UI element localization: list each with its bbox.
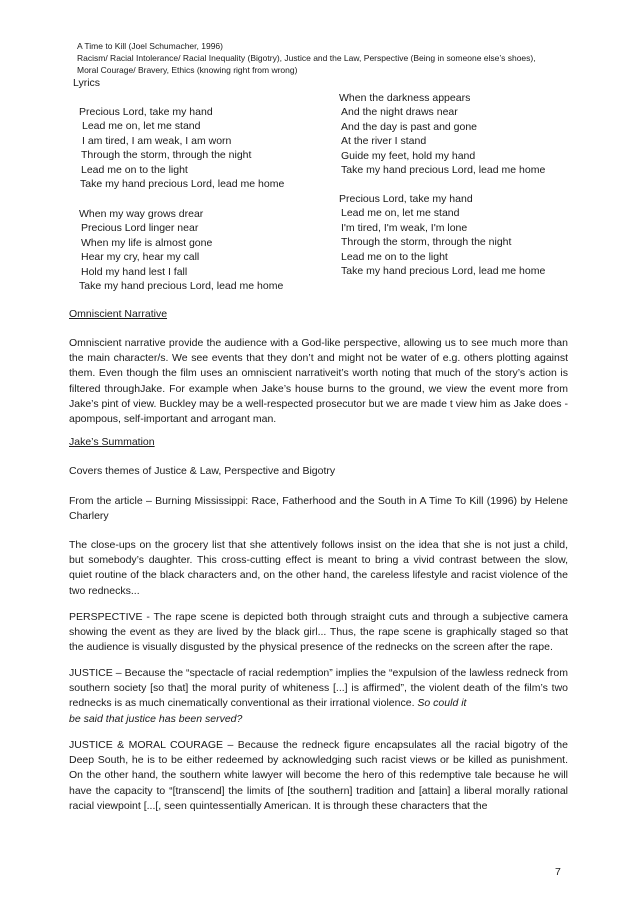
summation-heading: Jake’s Summation [69,436,155,448]
lyric-line: At the river I stand [341,135,427,148]
lyric-line: I'm tired, I'm weak, I'm lone [341,221,468,234]
lyric-line: Lead me on, let me stand [82,120,201,133]
page-number: 7 [555,866,561,878]
header-themes: Racism/ Racial Intolerance/ Racial Inequality (Bigotry), Justice and the Law, Perspective (Being in someone else’s shoes), [77,53,536,63]
lyric-line: And the night draws near [341,106,458,119]
lyric-line: Take my hand precious Lord, lead me home [80,178,285,191]
lyric-line: When my life is almost gone [81,236,213,249]
document-header [77,40,536,76]
header-themes-cont: Moral Courage/ Bravery, Ethics (knowing right from wrong) [77,65,298,75]
header-title: A Time to Kill (Joel Schumacher, 1996) [77,41,223,51]
lyric-line: Take my hand precious Lord, lead me home [79,280,284,293]
lyric-line: Lead me on to the light [81,163,188,176]
lyric-line: Through the storm, through the night [81,149,252,162]
justice-question-a: So could it [417,697,467,710]
summation-paragraph: Covers themes of Justice & Law, Perspective and Bigotry [69,465,336,477]
lyric-line: Take my hand precious Lord, lead me home [341,164,546,177]
lyric-line: Precious Lord linger near [81,222,199,235]
lyric-line: Lead me on to the light [341,250,448,263]
lyrics-right-stanza-2 [339,192,545,278]
article-heading: From the article – Burning Mississippi: Race, Fatherhood and the South in A Time To Kill (1996) by Helene Charlery [69,495,568,523]
lyric-line: Take my hand precious Lord, lead me home [341,265,546,278]
lyric-line: Precious Lord, take my hand [339,193,473,205]
lyrics-title: Lyrics [73,77,101,89]
justice-question-b: be said that justice has been served? [69,712,243,725]
lyric-line: Through the storm, through the night [341,236,512,249]
lyrics-left-stanza-1 [79,105,284,191]
article-paragraph-1: The close-ups on the grocery list that she attentively follows insist on the idea that she is not just a child, but somebody’s daughter. This cross-cutting effect is meant to bring a vivid contrast between the slow, quiet routine of the black characters and, on the other hand, the careless lifestyle and racist violence of the two rednecks... [69,539,568,597]
section-summation-heading [69,435,568,450]
lyric-line: When the darkness appears [339,92,471,104]
lyric-line: And the day is past and gone [341,120,478,133]
article-paragraph-justice [69,666,568,727]
article-paragraph-moral-courage: JUSTICE & MORAL COURAGE – Because the redneck figure encapsulates all the racial bigotry of the Deep South, he is to be either redeemed by acknowledging such racist views or be killed as punishment. On the other hand, the southern white lawyer will become the hero of this redemptive tale because he will have the capacity to “[transcend] the limits of [the southern] tradition and [attain] a liberal morally rational racial viewpoint [...[, seen quintessentially American. It is through these characters that the [69,739,568,812]
lyric-line: Guide my feet, hold my hand [341,149,476,162]
section-omniscient-heading [69,307,568,322]
lyrics-left-stanza-2 [79,207,283,293]
lyric-line: Precious Lord, take my hand [79,106,213,118]
lyric-line: Hear my cry, hear my call [81,251,200,264]
omniscient-paragraph: Omniscient narrative provide the audience with a God-like perspective, allowing us to see much more than the main character/s. We see events that they don’t and might not be water of e.g. others plotting against them. Even though the film uses an omniscient narrativeit’s worth noting that much of the story’s action is filtered throughJake. For example when Jake’s house burns to the ground, we view the event more from Jake’s pint of view. Buckley may be a well-respected prosecutor but we are made t view him as Jake does - apompous, self-important and arrogant man. [69,337,568,426]
lyric-line: I am tired, I am weak, I am worn [82,134,232,147]
lyrics-right-stanza-1 [339,91,545,177]
lyric-line: Lead me on, let me stand [341,207,460,220]
omniscient-heading: Omniscient Narrative [69,308,168,320]
lyric-line: When my way grows drear [79,208,204,220]
justice-text: JUSTICE – Because the “spectacle of racial redemption” implies the “expulsion of the lawless redneck from southern society [so that] the moral purity of whiteness [...] is affirmed”, the violent death of the film’s two rednecks is as much cinematically conventional as their irrational violence. [69,667,568,710]
article-paragraph-perspective: PERSPECTIVE - The rape scene is depicted both through straight cuts and through a subjective camera showing the event as they are lived by the black girl... Thus, the rape scene is graphically staged so that the audience is visually disgusted by the physical presence of the rednecks on the screen after the rape. [69,611,568,654]
lyric-line: Hold my hand lest I fall [81,265,188,278]
